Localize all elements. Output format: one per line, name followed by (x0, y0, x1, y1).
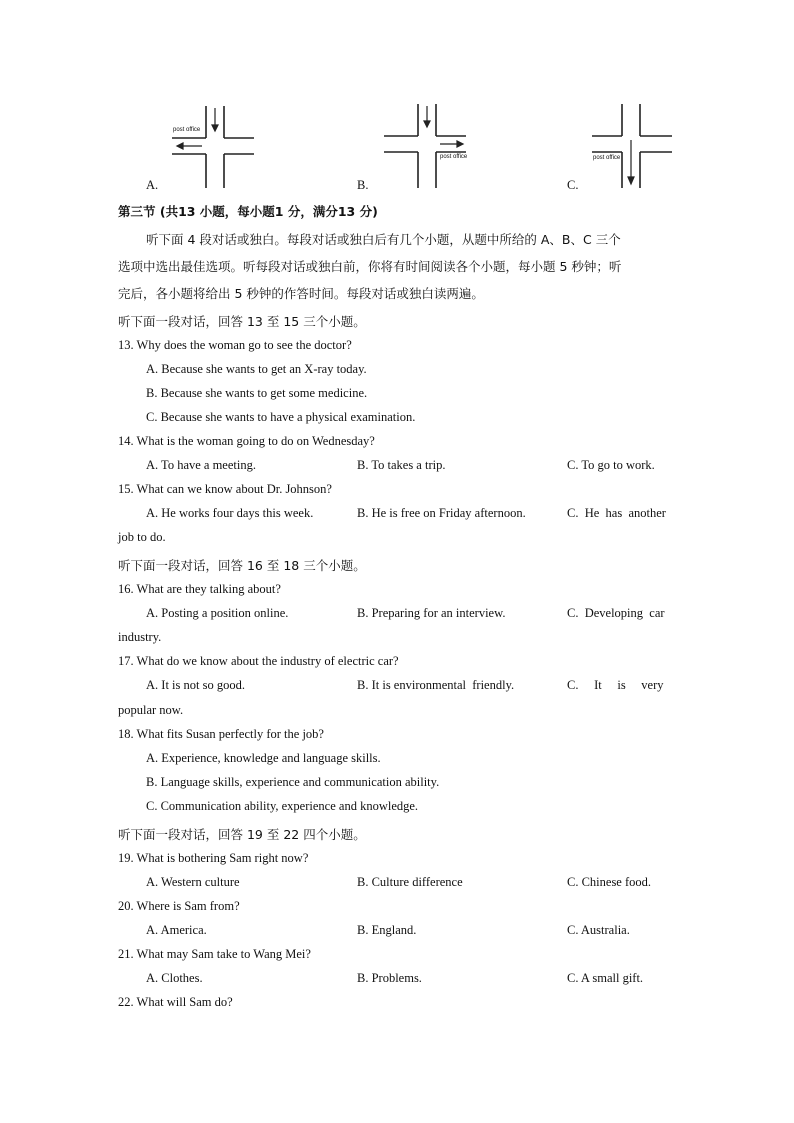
option-b: B. Preparing for an interview. (357, 606, 506, 620)
option-a: A. To have a meeting. (146, 458, 256, 472)
option-c: C. To go to work. (567, 458, 655, 472)
option-b: B. He is free on Friday afternoon. (357, 506, 526, 520)
option-b: B. Problems. (357, 971, 422, 985)
group-intro: 听下面一段对话，回答 16 至 18 三个小题。 (118, 558, 366, 573)
question-stem: 14. What is the woman going to do on Wednesday? (118, 434, 375, 448)
option-a: A. Posting a position online. (146, 606, 289, 620)
option-a: A. Because she wants to get an X-ray today. (146, 362, 367, 376)
option-b: B. England. (357, 923, 417, 937)
instruction-line-1: 听下面 4 段对话或独白。每段对话或独白后有几个小题，从题中所给的 A、B、C 三个 (146, 232, 621, 247)
option-c: C. It is very (567, 678, 664, 692)
option-a: A. Experience, knowledge and language skills. (146, 751, 381, 765)
option-c: C. Communication ability, experience and knowledge. (146, 799, 419, 813)
option-b: B. To takes a trip. (357, 458, 446, 472)
map-option-a (168, 100, 258, 190)
map-a-letter: A. (146, 178, 159, 192)
option-c: C. He has another (567, 506, 666, 520)
instruction-line-2: 选项中选出最佳选项。听每段对话或独白前，你将有时间阅读各个小题，每小题 5 秒钟；听 (118, 259, 622, 274)
crossroad-map-a (168, 100, 258, 190)
option-b: B. Language skills, experience and communication ability. (146, 775, 440, 789)
group-intro: 听下面一段对话，回答 13 至 15 三个小题。 (118, 314, 366, 329)
option-a: A. It is not so good. (146, 678, 245, 692)
question-stem: 20. Where is Sam from? (118, 899, 240, 913)
option-b: B. Culture difference (357, 875, 463, 889)
option-c: C. Chinese food. (567, 875, 652, 889)
question-stem: 21. What may Sam take to Wang Mei? (118, 947, 311, 961)
question-stem: 22. What will Sam do? (118, 995, 233, 1009)
map-option-c (590, 100, 680, 190)
crossroad-map-b (380, 100, 470, 190)
option-c: C. Because she wants to have a physical examination. (146, 410, 416, 424)
map-c-post-office-label: post office (593, 155, 621, 161)
section-heading: 第三节 (共13 小题，每小题1 分，满分13 分) (118, 204, 378, 219)
map-c-letter: C. (567, 178, 579, 192)
map-b-post-office-label: post office (440, 154, 468, 160)
map-a-post-office-label: post office (173, 127, 201, 133)
option-a: A. Western culture (146, 875, 240, 889)
option-a: A. Clothes. (146, 971, 203, 985)
question-stem: 17. What do we know about the industry of electric car? (118, 654, 399, 668)
question-stem: 13. Why does the woman go to see the doctor? (118, 338, 352, 352)
question-stem: 15. What can we know about Dr. Johnson? (118, 482, 332, 496)
option-a: A. He works four days this week. (146, 506, 314, 520)
option-c: C. A small gift. (567, 971, 644, 985)
instruction-line-3: 完后，各小题将给出 5 秒钟的作答时间。每段对话或独白读两遍。 (118, 286, 484, 301)
question-stem: 18. What fits Susan perfectly for the job? (118, 727, 324, 741)
option-c-continued: job to do. (118, 530, 166, 544)
group-intro: 听下面一段对话，回答 19 至 22 四个小题。 (118, 827, 366, 842)
map-b-letter: B. (357, 178, 369, 192)
option-b: B. It is environmental friendly. (357, 678, 515, 692)
question-stem: 19. What is bothering Sam right now? (118, 851, 309, 865)
option-b: B. Because she wants to get some medicine. (146, 386, 368, 400)
question-stem: 16. What are they talking about? (118, 582, 281, 596)
crossroad-map-c (590, 100, 680, 190)
option-a: A. America. (146, 923, 207, 937)
option-c: C. Australia. (567, 923, 630, 937)
map-option-b (380, 100, 470, 190)
option-c-continued: industry. (118, 630, 162, 644)
option-c-continued: popular now. (118, 703, 184, 717)
option-c: C. Developing car (567, 606, 665, 620)
